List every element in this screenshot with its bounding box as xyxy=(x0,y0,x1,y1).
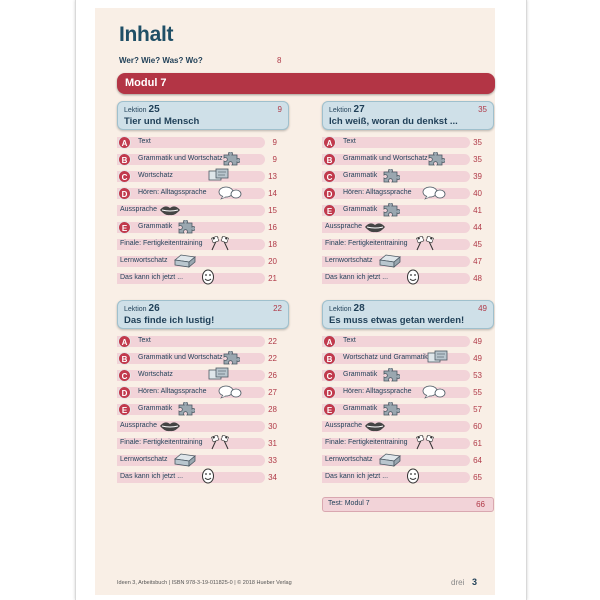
word-cards-icon xyxy=(208,367,230,382)
section-letter-badge: A xyxy=(118,136,131,149)
lesson-number: 27 xyxy=(353,104,365,115)
lesson-number: 25 xyxy=(148,104,160,115)
test-entry-page: 66 xyxy=(476,500,485,509)
list-item-page: 44 xyxy=(473,223,482,232)
list-item-label: Grammatik xyxy=(343,371,378,378)
list-item-page: 64 xyxy=(473,456,482,465)
section-letter-badge: B xyxy=(323,352,336,365)
list-item-label: Finale: Fertigkeitentraining xyxy=(325,240,408,247)
list-item[interactable] xyxy=(322,221,492,233)
list-item[interactable] xyxy=(322,187,492,199)
list-item-label: Text xyxy=(343,337,356,344)
page-title: Inhalt xyxy=(119,23,174,46)
list-item-page: 16 xyxy=(268,223,277,232)
list-item[interactable] xyxy=(322,153,492,165)
list-item[interactable] xyxy=(117,454,287,466)
list-item-label: Grammatik und Wortschatz xyxy=(138,155,223,162)
list-item[interactable] xyxy=(117,386,287,398)
list-item-page: 30 xyxy=(268,422,277,431)
section-letter-badge: C xyxy=(323,170,336,183)
section-letter-badge: B xyxy=(118,153,131,166)
section-letter-badge: B xyxy=(118,352,131,365)
list-item[interactable] xyxy=(322,386,492,398)
list-item-label: Das kann ich jetzt ... xyxy=(120,274,184,281)
lesson-title: Es muss etwas getan werden! xyxy=(329,315,465,326)
smiley-face-icon xyxy=(406,268,420,286)
list-item-label: Aussprache xyxy=(120,422,157,429)
list-item-page: 22 xyxy=(268,337,277,346)
footer-imprint: Ideen 3, Arbeitsbuch | ISBN 978-3-19-011825-0 | © 2018 Hueber Verlag xyxy=(117,580,292,586)
card-box-icon xyxy=(173,452,197,467)
puzzle-icon xyxy=(382,368,400,382)
card-box-icon xyxy=(173,253,197,268)
list-item[interactable] xyxy=(117,420,287,432)
list-item-label: Text xyxy=(138,337,151,344)
puzzle-icon xyxy=(382,169,400,183)
smiley-face-icon xyxy=(201,268,215,286)
list-item-page: 65 xyxy=(473,473,482,482)
lips-icon xyxy=(159,420,181,432)
section-letter-badge: E xyxy=(118,403,131,416)
intro-entry-page: 8 xyxy=(277,56,282,65)
list-item[interactable] xyxy=(322,335,492,347)
list-item-label: Grammatik xyxy=(343,172,378,179)
speech-bubbles-icon xyxy=(218,186,242,200)
lesson-page: 35 xyxy=(478,105,487,114)
list-item[interactable] xyxy=(117,221,287,233)
list-item-page: 55 xyxy=(473,388,482,397)
list-item-label: Hören: Alltagssprache xyxy=(138,189,207,196)
list-item-page: 45 xyxy=(473,240,482,249)
lesson-title: Ich weiß, woran du denkst ... xyxy=(329,116,458,127)
word-cards-icon xyxy=(208,168,230,183)
list-item-page: 47 xyxy=(473,257,482,266)
list-item-label: Text xyxy=(138,138,151,145)
list-item-label: Lernwortschatz xyxy=(120,257,168,264)
list-item-page: 35 xyxy=(473,155,482,164)
list-item-label: Wortschatz xyxy=(138,172,173,179)
list-item-label: Text xyxy=(343,138,356,145)
page-number-word: drei xyxy=(451,578,465,587)
section-letter-badge: D xyxy=(323,187,336,200)
list-item-page: 9 xyxy=(272,138,277,147)
list-item[interactable] xyxy=(322,136,492,148)
list-item-label: Wortschatz und Grammatik xyxy=(343,354,428,361)
test-entry-label: Test: Modul 7 xyxy=(328,500,370,507)
lesson-prefix: Lektion xyxy=(124,306,147,313)
lesson-page: 9 xyxy=(277,105,282,114)
speech-bubbles-icon xyxy=(422,186,446,200)
list-item-page: 48 xyxy=(473,274,482,283)
list-item[interactable] xyxy=(117,437,287,449)
list-item[interactable] xyxy=(117,335,287,347)
list-item[interactable] xyxy=(322,403,492,415)
list-item-label: Finale: Fertigkeitentraining xyxy=(120,439,203,446)
list-item[interactable] xyxy=(117,255,287,267)
section-letter-badge: A xyxy=(323,335,336,348)
list-item-page: 60 xyxy=(473,422,482,431)
list-item-label: Lernwortschatz xyxy=(325,456,373,463)
lesson-header-28 xyxy=(322,300,494,329)
puzzle-icon xyxy=(222,152,240,166)
section-letter-badge: A xyxy=(118,335,131,348)
list-item-page: 49 xyxy=(473,354,482,363)
list-item-label: Aussprache xyxy=(120,206,157,213)
lesson-number: 26 xyxy=(148,303,160,314)
lesson-prefix: Lektion xyxy=(329,306,352,313)
list-item-page: 31 xyxy=(268,439,277,448)
lesson-prefix: Lektion xyxy=(124,107,147,114)
section-letter-badge: C xyxy=(323,369,336,382)
list-item-label: Finale: Fertigkeitentraining xyxy=(120,240,203,247)
list-item-label: Grammatik xyxy=(343,405,378,412)
list-item[interactable] xyxy=(117,238,287,250)
puzzle-icon xyxy=(427,152,445,166)
lesson-page: 22 xyxy=(273,304,282,313)
list-item-page: 13 xyxy=(268,172,277,181)
list-item-page: 15 xyxy=(268,206,277,215)
list-item[interactable] xyxy=(117,352,287,364)
lesson-title: Das finde ich lustig! xyxy=(124,315,215,326)
speech-bubbles-icon xyxy=(422,385,446,399)
list-item[interactable] xyxy=(322,437,492,449)
list-item-label: Lernwortschatz xyxy=(120,456,168,463)
page-number: 3 xyxy=(472,577,478,587)
lesson-number: 28 xyxy=(353,303,365,314)
list-item[interactable] xyxy=(117,187,287,199)
lesson-title: Tier und Mensch xyxy=(124,116,200,127)
list-item[interactable] xyxy=(117,204,287,216)
list-item[interactable] xyxy=(117,153,287,165)
list-item[interactable] xyxy=(117,471,287,483)
list-item-label: Hören: Alltagssprache xyxy=(343,189,412,196)
list-item-page: 28 xyxy=(268,405,277,414)
list-item-label: Hören: Alltagssprache xyxy=(138,388,207,395)
list-item-page: 22 xyxy=(268,354,277,363)
lips-icon xyxy=(159,204,181,216)
list-item-page: 9 xyxy=(272,155,277,164)
lesson-page: 49 xyxy=(478,304,487,313)
puzzle-icon xyxy=(177,220,195,234)
section-letter-badge: A xyxy=(323,136,336,149)
list-item-page: 27 xyxy=(268,388,277,397)
list-item[interactable] xyxy=(322,255,492,267)
lesson-header-26 xyxy=(117,300,289,329)
list-item-page: 18 xyxy=(268,240,277,249)
checkered-flags-icon xyxy=(209,236,231,251)
list-item-label: Grammatik xyxy=(138,223,173,230)
smiley-face-icon xyxy=(201,467,215,485)
list-item[interactable] xyxy=(117,369,287,381)
list-item[interactable] xyxy=(117,170,287,182)
list-item-label: Finale: Fertigkeitentraining xyxy=(325,439,408,446)
section-letter-badge: E xyxy=(118,221,131,234)
list-item-page: 20 xyxy=(268,257,277,266)
smiley-face-icon xyxy=(406,467,420,485)
lesson-header-25 xyxy=(117,101,289,130)
list-item[interactable] xyxy=(322,272,492,284)
list-item-page: 35 xyxy=(473,138,482,147)
list-item-page: 49 xyxy=(473,337,482,346)
list-item[interactable] xyxy=(322,471,492,483)
list-item[interactable] xyxy=(322,204,492,216)
section-letter-badge: E xyxy=(323,403,336,416)
list-item-page: 41 xyxy=(473,206,482,215)
puzzle-icon xyxy=(177,402,195,416)
list-item-page: 26 xyxy=(268,371,277,380)
section-letter-badge: C xyxy=(118,170,131,183)
list-item[interactable] xyxy=(322,454,492,466)
list-item[interactable] xyxy=(117,272,287,284)
list-item-label: Wortschatz xyxy=(138,371,173,378)
list-item-page: 57 xyxy=(473,405,482,414)
list-item-label: Das kann ich jetzt ... xyxy=(325,274,389,281)
lesson-prefix: Lektion xyxy=(329,107,352,114)
lips-icon xyxy=(364,221,386,233)
list-item-label: Hören: Alltagssprache xyxy=(343,388,412,395)
list-item-label: Aussprache xyxy=(325,223,362,230)
card-box-icon xyxy=(378,253,402,268)
list-item-page: 34 xyxy=(268,473,277,482)
section-letter-badge: D xyxy=(118,386,131,399)
list-item-page: 53 xyxy=(473,371,482,380)
section-letter-badge: B xyxy=(323,153,336,166)
list-item[interactable] xyxy=(322,420,492,432)
list-item-page: 61 xyxy=(473,439,482,448)
list-item[interactable] xyxy=(117,136,287,148)
puzzle-icon xyxy=(382,203,400,217)
list-item[interactable] xyxy=(322,238,492,250)
section-letter-badge: C xyxy=(118,369,131,382)
list-item[interactable] xyxy=(117,403,287,415)
list-item-page: 39 xyxy=(473,172,482,181)
word-cards-icon xyxy=(427,350,449,365)
checkered-flags-icon xyxy=(209,435,231,450)
list-item-page: 40 xyxy=(473,189,482,198)
section-letter-badge: D xyxy=(323,386,336,399)
list-item[interactable] xyxy=(322,170,492,182)
list-item-label: Aussprache xyxy=(325,422,362,429)
list-item-label: Das kann ich jetzt ... xyxy=(120,473,184,480)
lesson-header-27 xyxy=(322,101,494,130)
section-letter-badge: E xyxy=(323,204,336,217)
card-box-icon xyxy=(378,452,402,467)
test-entry[interactable] xyxy=(322,497,494,512)
list-item[interactable] xyxy=(322,352,492,364)
list-item-label: Grammatik xyxy=(138,405,173,412)
list-item-label: Grammatik und Wortschatz xyxy=(138,354,223,361)
checkered-flags-icon xyxy=(414,236,436,251)
intro-entry-label: Wer? Wie? Was? Wo? xyxy=(119,56,203,65)
list-item-label: Grammatik xyxy=(343,206,378,213)
list-item[interactable] xyxy=(322,369,492,381)
lips-icon xyxy=(364,420,386,432)
list-item-page: 33 xyxy=(268,456,277,465)
list-item-page: 21 xyxy=(268,274,277,283)
puzzle-icon xyxy=(222,351,240,365)
list-item-label: Das kann ich jetzt ... xyxy=(325,473,389,480)
puzzle-icon xyxy=(382,402,400,416)
checkered-flags-icon xyxy=(414,435,436,450)
module-banner xyxy=(117,73,495,94)
list-item-label: Grammatik und Wortschatz xyxy=(343,155,428,162)
list-item-page: 14 xyxy=(268,189,277,198)
section-letter-badge: D xyxy=(118,187,131,200)
module-banner-label: Modul 7 xyxy=(125,77,167,89)
list-item-label: Lernwortschatz xyxy=(325,257,373,264)
speech-bubbles-icon xyxy=(218,385,242,399)
